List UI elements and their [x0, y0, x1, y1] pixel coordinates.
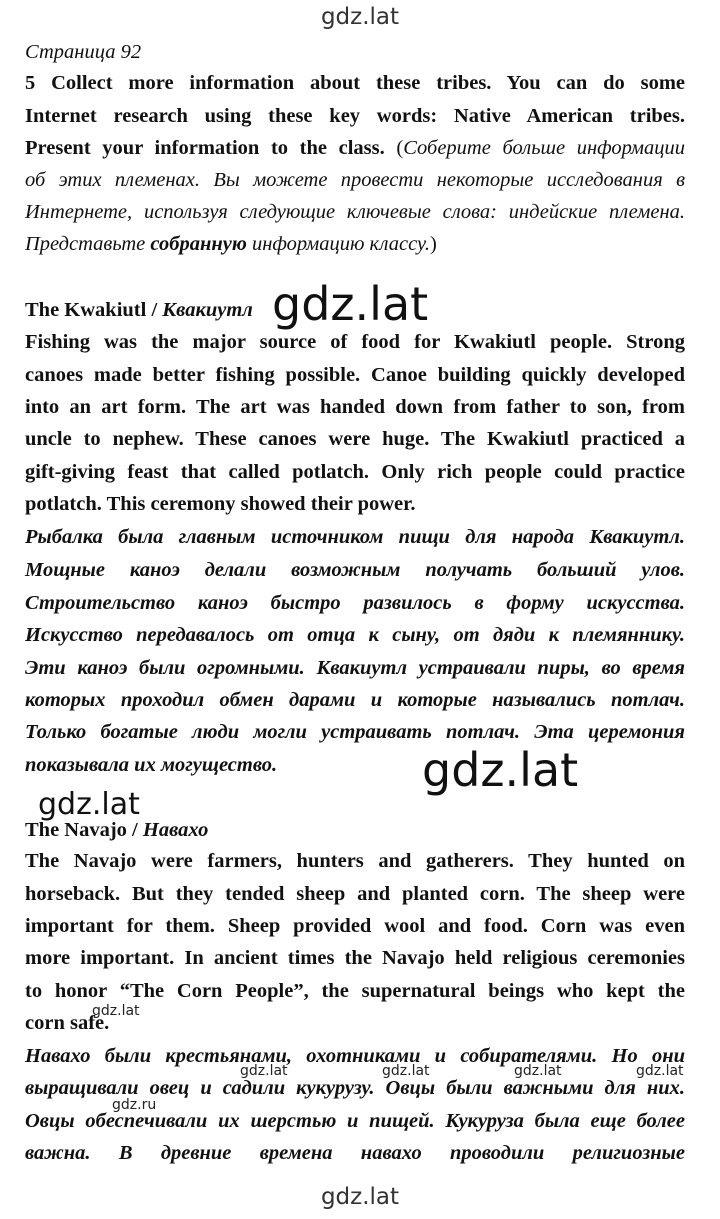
task-close-paren: ) [429, 233, 437, 255]
kwakiutl-en-line: Fishing was the major source of food for Kwakiutl people. Strong [25, 331, 685, 353]
task-line-6-b: собранную [150, 233, 247, 255]
task-line-5: Интернете, используя следующие ключевые слова: индейские племена. [25, 201, 685, 223]
kwakiutl-en-line: uncle to nephew. These canoes were huge. The Kwakiutl practiced a [25, 428, 685, 450]
watermark-small: gdz.ru [112, 1097, 157, 1113]
watermark-big-1: gdz.lat [268, 281, 432, 327]
watermark-small: gdz.lat [240, 1063, 288, 1079]
navajo-ru-line: Навахо были крестьянами, охотниками и собирателями. Но они [25, 1045, 685, 1067]
kwakiutl-en-line: gift-giving feast that called potlatch. Only rich people could practice [25, 461, 685, 483]
kwakiutl-ru-line: Рыбалка была главным источником пищи для народа Квакиутл. [25, 526, 685, 548]
task-line-6-c: информацию классу. [246, 233, 430, 255]
navajo-en-line: The Navajo were farmers, hunters and gatherers. They hunted on [25, 850, 685, 872]
watermark-small: gdz.lat [382, 1063, 430, 1079]
kwakiutl-en-line: into an art form. The art was handed down from father to son, from [25, 396, 685, 418]
kwakiutl-ru-line: которых проходил обмен дарами и которые назывались потлач. [25, 689, 685, 711]
watermark-small: gdz.lat [636, 1063, 684, 1079]
navajo-ru-line: выращивали овец и садили кукурузу. Овцы были важными для них. [25, 1077, 685, 1099]
watermark-small: gdz.lat [92, 1003, 140, 1019]
kwakiutl-ru-line: показывала их могущество. [25, 754, 278, 776]
task-line-1: 5 Collect more information about these tribes. You can do some [25, 72, 685, 94]
task-line-4: об этих племенах. Вы можете провести некоторые исследования в [25, 169, 685, 191]
navajo-en-line: horseback. But they tended sheep and planted corn. The sheep were [25, 883, 685, 905]
kwakiutl-ru-line: Эти каноэ были огромными. Квакиутл устраивали пиры, во время [25, 657, 685, 679]
task-line-6 [25, 234, 685, 255]
task-line-3-bold: Present your information to the class. [25, 137, 385, 159]
watermark-small: gdz.lat [514, 1063, 562, 1079]
kwakiutl-ru-line: Мощные каноэ делали возможным получать больший улов. [25, 559, 685, 581]
navajo-en-line: important for them. Sheep provided wool and food. Corn was even [25, 915, 685, 937]
navajo-en-line: corn safe. [25, 1012, 110, 1034]
navajo-ru-line: важна. В древние времена навахо проводили религиозные [25, 1142, 685, 1164]
watermark-mid: gdz.lat [34, 790, 144, 820]
kwakiutl-heading-en: The Kwakiutl / [25, 299, 163, 321]
watermark-big-2: gdz.lat [418, 747, 582, 793]
navajo-heading-ru: Навахо [142, 819, 209, 841]
kwakiutl-en-line: potlatch. This ceremony showed their power. [25, 493, 416, 515]
navajo-heading-en: The Navajo / [25, 819, 143, 841]
navajo-ru-line: Овцы обеспечивали их шерстью и пищей. Кукуруза была еще более [25, 1110, 685, 1132]
task-line-3-italic: Соберите больше информации [403, 137, 685, 159]
kwakiutl-heading-ru: Квакиутл [162, 299, 253, 321]
task-line-3 [25, 138, 685, 159]
kwakiutl-ru-line: Искусство передавалось от отца к сыну, от дяди к племяннику. [25, 624, 685, 646]
watermark-top: gdz.lat [320, 4, 400, 30]
task-line-2: Internet research using these key words: Native American tribes. [25, 105, 685, 127]
kwakiutl-ru-line: Только богатые люди могли устраивать потлач. Эта церемония [25, 721, 685, 743]
navajo-en-line: to honor “The Corn People”, the supernatural beings who kept the [25, 980, 685, 1002]
task-open-paren: ( [384, 137, 404, 159]
navajo-heading [25, 820, 685, 841]
kwakiutl-en-line: canoes made better fishing possible. Canoe building quickly developed [25, 364, 685, 386]
page-reference: Страница 92 [25, 41, 142, 63]
task-line-6-a: Представьте [25, 233, 151, 255]
navajo-en-line: more important. In ancient times the Navajo held religious ceremonies [25, 947, 685, 969]
watermark-bottom: gdz.lat [320, 1184, 400, 1210]
kwakiutl-ru-line: Строительство каноэ быстро развилось в форму искусства. [25, 592, 685, 614]
